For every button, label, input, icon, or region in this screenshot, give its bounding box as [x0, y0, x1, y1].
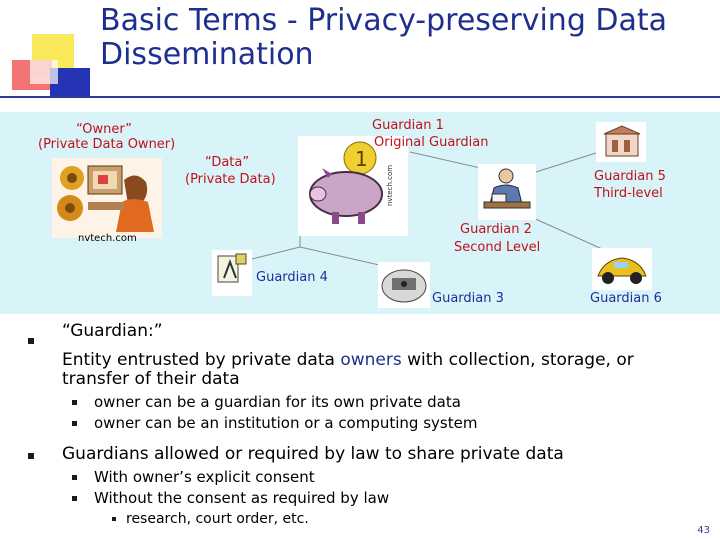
- g1-label-line1: Guardian 1: [372, 118, 444, 133]
- page-number: 43: [697, 525, 710, 536]
- sub-sub-bullet-research: research, court order, etc.: [126, 511, 309, 527]
- owners-highlight: owners: [340, 350, 402, 370]
- owner-computer-icon: [52, 158, 162, 238]
- decor-square-white: [30, 60, 58, 84]
- sub-bullet-explicit-consent: With owner’s explicit consent: [94, 468, 315, 486]
- sub-bullet-without-consent: Without the consent as required by law: [94, 489, 390, 507]
- g2-label-line2: Second Level: [454, 240, 541, 255]
- guardian-diagram: [0, 112, 720, 314]
- g6-label: Guardian 6: [590, 291, 662, 306]
- g5-label-line2: Third-level: [594, 186, 663, 201]
- g2-label-line1: Guardian 2: [460, 222, 532, 237]
- sub-bullet-owner-institution: owner can be an institution or a computing system: [94, 414, 478, 432]
- piggy-bank-icon: [298, 136, 408, 236]
- sub-bullet-marker: [72, 496, 77, 501]
- sub-bullet-marker: [72, 400, 77, 405]
- g3-label: Guardian 3: [432, 291, 504, 306]
- guardian5-building-icon: [596, 122, 646, 162]
- data-label-line2: (Private Data): [185, 172, 276, 187]
- guardian4-document-icon: [212, 250, 252, 296]
- guardian2-clerk-icon: [478, 164, 536, 220]
- sub-bullet-marker: [72, 475, 77, 480]
- guardian3-server-icon: [378, 262, 430, 308]
- title-divider: [0, 96, 720, 98]
- bullet-guardian-def-cont: transfer of their data: [62, 369, 240, 389]
- svg-text:1: 1: [355, 147, 368, 171]
- bullet-guardian-def: Entity entrusted by private data owners with collection, storage, or: [62, 350, 634, 370]
- owner-label-line1: “Owner”: [76, 122, 132, 137]
- g4-label: Guardian 4: [256, 270, 328, 285]
- guardian6-car-icon: [592, 248, 652, 290]
- sub-bullet-owner-own-data: owner can be a guardian for its own private data: [94, 393, 461, 411]
- bullet-law-sharing: Guardians allowed or required by law to share private data: [62, 444, 564, 464]
- slide-title: Basic Terms - Privacy-preserving Data Dissemination: [100, 3, 668, 72]
- svg-text:nvtech.com: nvtech.com: [386, 164, 394, 206]
- data-label-line1: “Data”: [205, 155, 250, 170]
- g1-label-line2: Original Guardian: [374, 135, 489, 150]
- bullet-marker: [28, 338, 34, 344]
- owner-label-line2: (Private Data Owner): [38, 137, 176, 152]
- owner-image-caption: nvtech.com: [78, 233, 137, 244]
- bullet-guardian-head: “Guardian:”: [62, 321, 163, 341]
- sub-sub-bullet-marker: [112, 517, 116, 521]
- g5-label-line1: Guardian 5: [594, 169, 666, 184]
- sub-bullet-marker: [72, 421, 77, 426]
- bullet-marker: [28, 453, 34, 459]
